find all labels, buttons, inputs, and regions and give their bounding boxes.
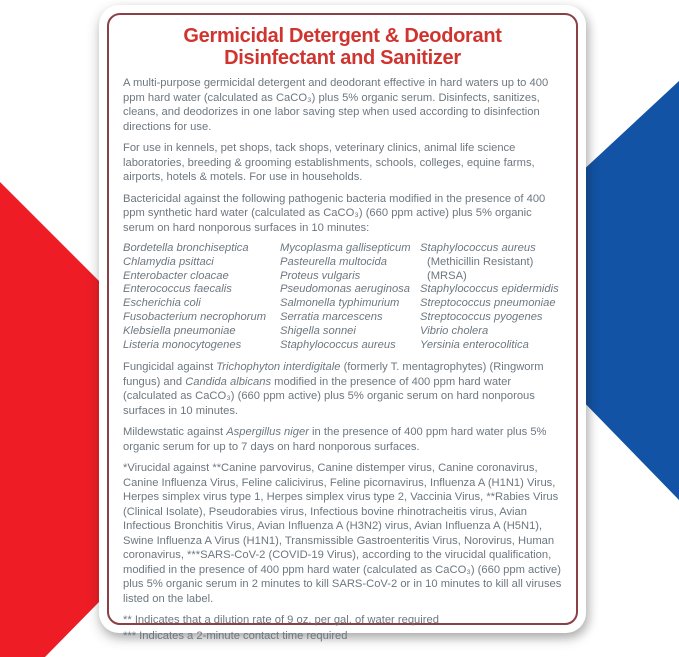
organism-name: Staphylococcus aureus [420, 242, 536, 254]
organism-name: Vibrio cholera [420, 324, 489, 337]
virucidal-paragraph [123, 461, 562, 606]
list-item [280, 256, 420, 270]
organism-name: Pseudomonas aeruginosa [280, 283, 410, 296]
organism-name: Shigella sonnei [280, 324, 356, 337]
label-card [99, 5, 586, 642]
organism-name: Staphylococcus epidermidis [420, 283, 559, 296]
text-segment: Fungicidal against [123, 361, 217, 374]
organism-name: Chlamydia psittaci [123, 255, 214, 268]
organism-name: Escherichia coli [123, 297, 201, 310]
organism-name: Yersinia enterocolitica [420, 338, 529, 351]
bacteria-list [123, 242, 562, 352]
list-item [280, 325, 420, 339]
text-segment: in the presence of 400 ppm hard water plus 5% organic serum for up to 7 days on hard nonporous surfaces. [123, 426, 547, 453]
product-title-line1: Germicidal Detergent & Deodorant [183, 25, 502, 47]
organism-name: Fusobacterium necrophorum [123, 310, 267, 323]
organism-name: Listeria monocytogenes [123, 338, 242, 351]
list-item [420, 311, 562, 325]
list-item [420, 325, 562, 339]
organism-name: (Methicillin Resistant) [427, 255, 534, 268]
intro-paragraph [123, 76, 562, 134]
text-segment: modified in the presence of 400 ppm hard water (calculated as CaCO₃) (660 ppm active) plus 5% organic serum on hard nonporous surfaces in 10 minutes. [123, 375, 535, 417]
text-segment: (formerly T. mentagrophytes) (Ringworm fungus) and [123, 361, 544, 388]
list-item [420, 339, 562, 353]
footnote-contact-time: *** Indicates a 2-minute contact time required [123, 629, 348, 642]
list-item [420, 256, 562, 270]
organism-name: Enterobacter cloacae [123, 269, 229, 282]
list-item [280, 270, 420, 284]
list-item [280, 339, 420, 353]
text-segment: A multi-purpose germicidal detergent and deodorant effective in hard waters up to 400 ppm hard water (calculated as CaCO₃) plus 5% organic serum. Disinfects, sanitizes, cleans, and deodorizes in one labor saving step when used according to disinfection directions for use. [123, 77, 549, 133]
organism-name: Klebsiella pneumoniae [123, 324, 236, 337]
list-item [123, 270, 280, 284]
text-segment: *Virucidal against **Canine parvovirus, Canine distemper virus, Canine coronavirus, Canine Influenza Virus, Feline calicivirus, Feline picornavirus, Influenza A (H1N1) Virus, Herpes simplex virus type 1, Herpes simplex virus type 2, Vaccinia Virus, **Rabies Virus (Clinical Isolate), Pseudorabies virus, Infectious bovine rhinotracheitis virus, Avian Infectious Bronchitis Virus, Avian Influenza A (H3N2) virus, Avian Influenza A (H5N1), Swine Influenza A Virus (H1N1), Transmissible Gastroenteritis Virus, Norovirus, Human coronavirus, ***SARS-CoV-2 (COVID-19 Virus), according to the virucidal qualification, modified in the presence of 400 ppm hard water (calculated as CaCO₃) (660 ppm active) plus 5% organic serum in 2 minutes to kill SARS-CoV-2 or in 10 minutes to kill all viruses listed on the label. [123, 462, 562, 605]
list-item [280, 242, 420, 256]
list-item [123, 256, 280, 270]
organism-name: Bordetella bronchiseptica [123, 242, 249, 254]
list-item [420, 242, 562, 256]
list-item [123, 242, 280, 256]
list-item [280, 297, 420, 311]
organism-name: Salmonella typhimurium [280, 297, 400, 310]
list-item [123, 339, 280, 353]
organism-name: Mycoplasma gallisepticum [280, 242, 411, 254]
list-item [280, 311, 420, 325]
organism-name: (MRSA) [427, 269, 467, 282]
text-segment: Trichophyton interdigitale [216, 361, 341, 374]
organism-name: Staphylococcus aureus [280, 338, 396, 351]
fungicidal-paragraph [123, 360, 562, 418]
organism-name: Streptococcus pyogenes [420, 310, 543, 323]
organism-name: Serratia marcescens [280, 310, 383, 323]
organism-name: Enterococcus faecalis [123, 283, 232, 296]
organism-name: Streptococcus pneumoniae [420, 297, 556, 310]
organism-name: Pasteurella multocida [280, 255, 387, 268]
text-segment: Aspergillus niger [226, 426, 309, 439]
bacteria-column-2 [280, 242, 420, 352]
list-item [420, 283, 562, 297]
label-inner-border [107, 13, 578, 642]
list-item [280, 283, 420, 297]
list-item [123, 311, 280, 325]
product-title-line2: Disinfectant and Sanitizer [224, 47, 461, 69]
list-item [123, 325, 280, 339]
footnote-dilution-rate: ** Indicates that a dilution rate of 9 oz. per gal. of water required [123, 614, 439, 627]
list-item [123, 297, 280, 311]
product-title [123, 25, 562, 69]
bacteria-column-1 [123, 242, 280, 352]
list-item [420, 297, 562, 311]
organism-name: Proteus vulgaris [280, 269, 361, 282]
bacteria-column-3 [420, 242, 562, 352]
mildewstatic-paragraph [123, 425, 562, 454]
text-segment: Bactericidal against the following pathogenic bacteria modified in the presence of 400 ppm synthetic hard water (calculated as CaCO₃) (660 ppm active) plus 5% organic serum on hard nonporous surfaces in 10 minutes: [123, 192, 546, 234]
list-item [420, 270, 562, 284]
bactericidal-paragraph [123, 192, 562, 236]
use-sites-paragraph [123, 141, 562, 185]
text-segment: For use in kennels, pet shops, tack shops, veterinary clinics, animal life science laboratories, breeding & grooming establishments, schools, colleges, equine farms, airports, hotels & motels. For use in households. [123, 142, 535, 183]
text-segment: Candida albicans [185, 375, 272, 388]
list-item [123, 283, 280, 297]
text-segment: Mildewstatic against [123, 426, 227, 439]
